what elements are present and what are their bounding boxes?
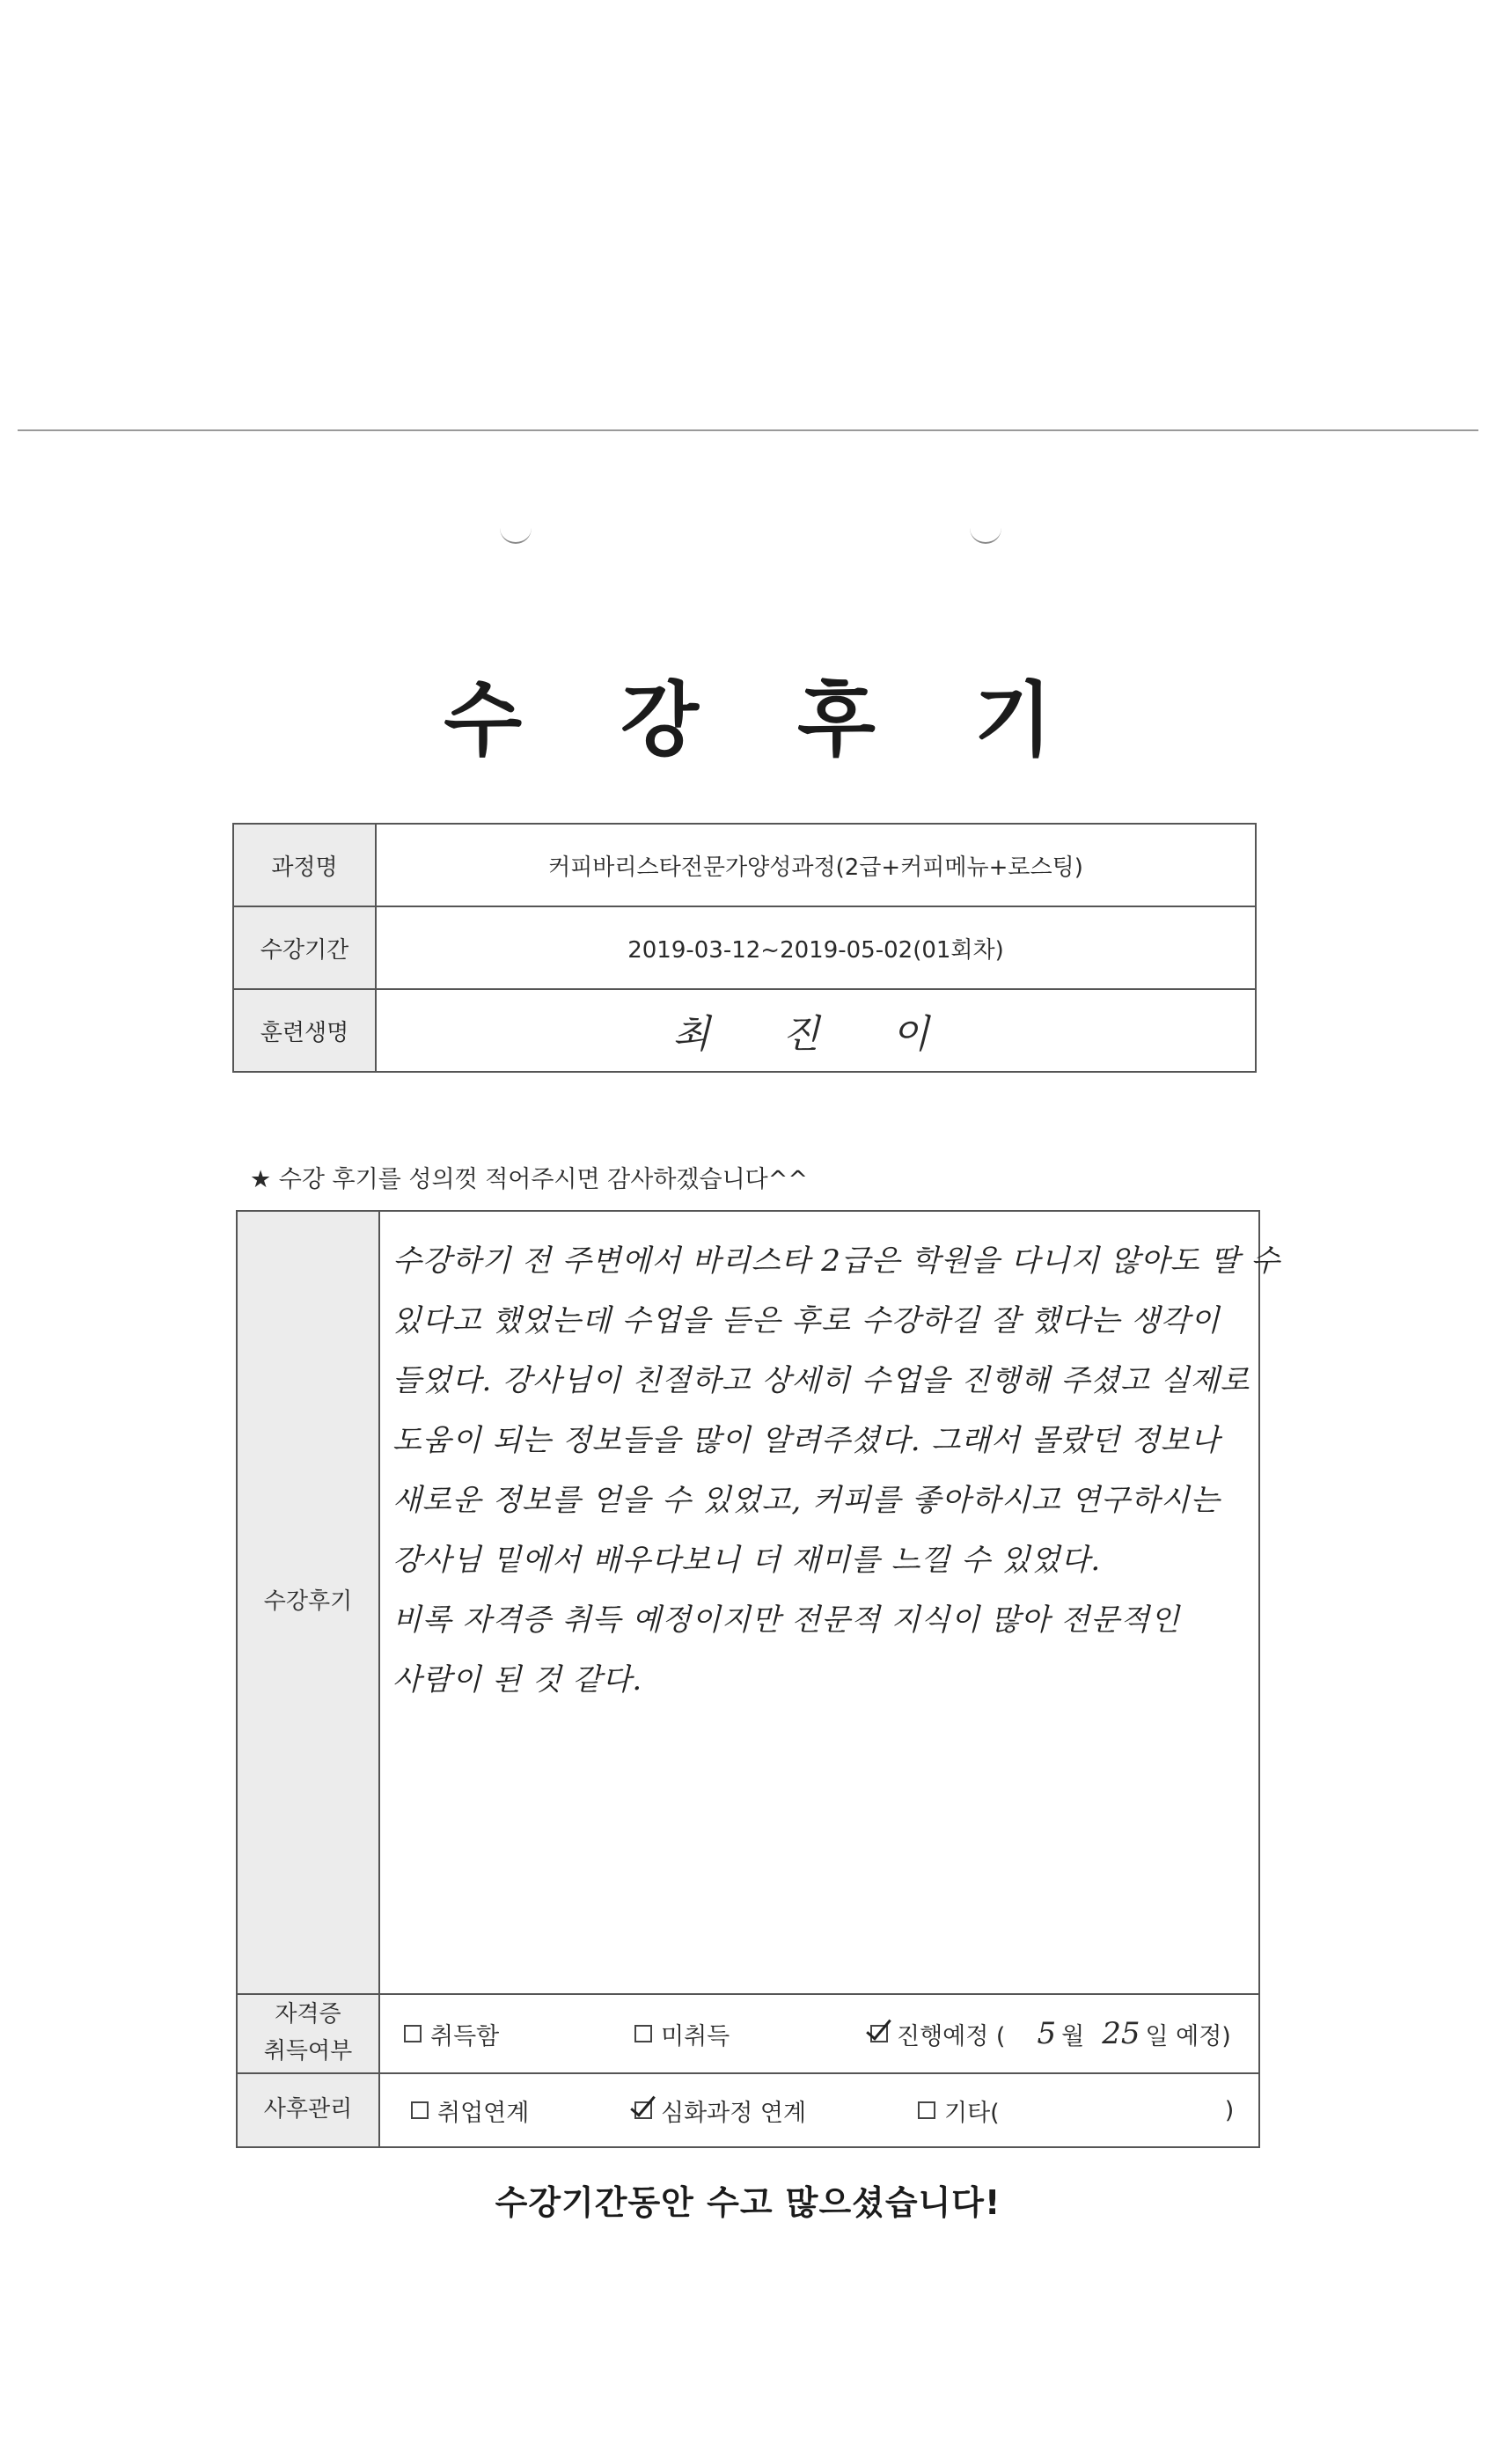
certificate-options-row [381, 2016, 1258, 2051]
scheduled-month-handwritten: 5 [1037, 2016, 1057, 2051]
scheduled-day-handwritten: 25 [1102, 2016, 1140, 2051]
page-title: 수 강 후 기 [444, 673, 1088, 767]
review-line: 들었다. 강사님이 친절하고 상세히 수업을 진행해 주셨고 실제로 [392, 1363, 1250, 1398]
option-obtained[interactable] [404, 2017, 634, 2051]
review-line: 새로운 정보를 얻을 수 있었고, 커피를 좋아하시고 연구하시는 [392, 1483, 1221, 1518]
period-value: 2019-03-12~2019-05-02(01회차) [376, 906, 1256, 989]
certificate-row [237, 1994, 1259, 2073]
checkbox-other[interactable] [918, 2101, 935, 2119]
trainee-label: 훈련생명 [233, 989, 376, 1072]
review-line: 수강하기 전 주변에서 바리스타 2급은 학원을 다니지 않아도 딸 수 [392, 1243, 1280, 1279]
checkbox-scheduled-checked[interactable] [870, 2025, 888, 2042]
option-not-obtained[interactable] [634, 2017, 870, 2051]
certificate-label [237, 1994, 379, 2073]
review-line: 비록 자격증 취득 예정이지만 전문적 지식이 많아 전문적인 [392, 1602, 1180, 1638]
certificate-options [379, 1994, 1259, 2073]
option-other[interactable] [918, 2094, 1234, 2128]
period-label: 수강기간 [233, 906, 376, 989]
paper-fold-line [18, 429, 1478, 431]
review-text-area [379, 1211, 1280, 1994]
option-other-close: ) [1224, 2096, 1235, 2124]
review-label: 수강후기 [237, 1211, 379, 1994]
aftercare-options [379, 2073, 1259, 2147]
option-scheduled-label: 진행예정 ( [897, 2022, 1006, 2050]
review-line: 있다고 했었는데 수업을 듣은 후로 수강하길 잘 했다는 생각이 [392, 1303, 1221, 1338]
certificate-label-line1: 자격증 [275, 2001, 341, 2028]
option-employment-label: 취업연계 [437, 2099, 530, 2127]
course-label: 과정명 [233, 824, 376, 906]
checkbox-not-obtained[interactable] [634, 2025, 652, 2042]
option-obtained-label: 취득함 [430, 2022, 500, 2050]
review-line: 강사님 밑에서 배우다보니 더 재미를 느낄 수 있었다. [392, 1543, 1102, 1578]
review-table [236, 1210, 1280, 2148]
review-line: 도움이 되는 정보들을 많이 알려주셨다. 그래서 몰랐던 정보나 [392, 1423, 1221, 1458]
punch-hole-right [970, 524, 1001, 544]
aftercare-options-row [381, 2094, 1258, 2128]
punch-hole-left [500, 524, 532, 544]
course-row [233, 824, 1256, 906]
trainee-name-handwritten: 최 진 이 [672, 1012, 959, 1057]
review-line: 사람이 된 것 같다. [392, 1662, 643, 1698]
course-info-table [232, 823, 1257, 1073]
certificate-label-line2: 취득여부 [263, 2038, 353, 2064]
option-other-label: 기타( [944, 2099, 1000, 2127]
day-unit: 일 예정) [1145, 2022, 1231, 2050]
checkbox-advanced-course-checked[interactable] [634, 2101, 652, 2119]
aftercare-label: 사후관리 [237, 2073, 379, 2147]
trainee-cell [376, 989, 1256, 1072]
review-notice: ★ 수강 후기를 성의껏 적어주시면 감사하겠습니다^^ [250, 1166, 809, 1193]
option-advanced-course[interactable] [634, 2094, 918, 2128]
option-advanced-course-label: 심화과정 연계 [661, 2099, 807, 2127]
closing-message: 수강기간동안 수고 많으셨습니다! [495, 2183, 1001, 2222]
trainee-row [233, 989, 1256, 1072]
option-employment[interactable] [411, 2094, 634, 2128]
review-row [237, 1211, 1259, 1994]
course-value: 커피바리스타전문가양성과정(2급+커피메뉴+로스팅) [376, 824, 1256, 906]
option-not-obtained-label: 미취득 [661, 2022, 730, 2050]
checkbox-obtained[interactable] [404, 2025, 422, 2042]
month-unit: 월 [1061, 2022, 1085, 2050]
option-scheduled[interactable] [870, 2016, 1231, 2051]
checkbox-employment[interactable] [411, 2101, 429, 2119]
aftercare-row [237, 2073, 1259, 2147]
period-row [233, 906, 1256, 989]
